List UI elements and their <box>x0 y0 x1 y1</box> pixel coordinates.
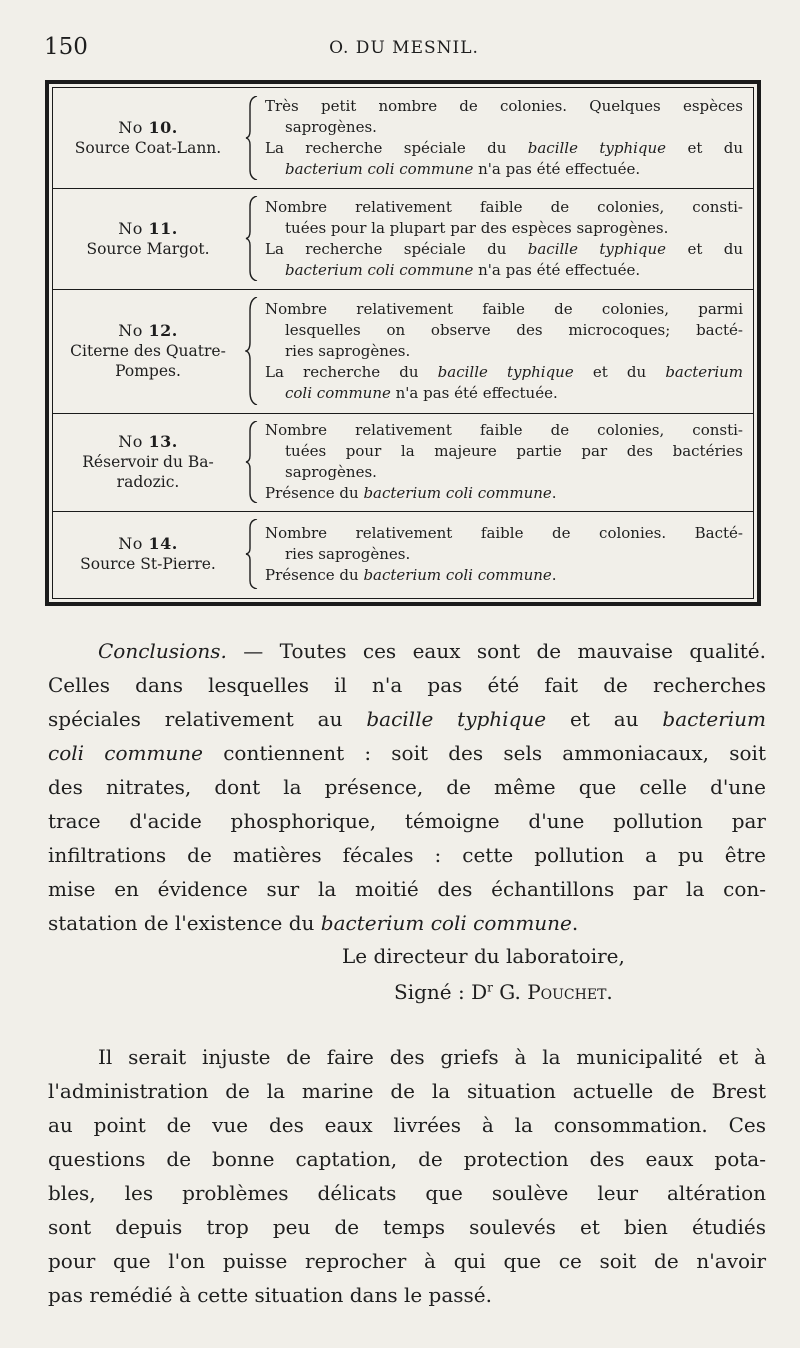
description-line <box>265 441 743 462</box>
text-run: sont depuis trop peu de temps soulevés et bien étudiés <box>48 1215 766 1239</box>
description-line <box>265 218 743 239</box>
text-run: mise en évidence sur la moitié des échantillons par la con- <box>48 877 766 901</box>
text-run: au point de vue des eaux livrées à la consommation. Ces <box>48 1113 766 1137</box>
table-row <box>53 413 753 512</box>
text-run: Celles dans lesquelles il n'a pas été fait de recherches <box>48 673 766 697</box>
text-run: tuées pour la majeure partie par des bactéries <box>285 442 743 460</box>
row-description <box>265 511 743 597</box>
text-run: questions de bonne captation, de protection des eaux pota- <box>48 1147 766 1171</box>
text-line <box>48 770 766 804</box>
text-run: trace d'acide phosphorique, témoigne d'une pollution par <box>48 809 766 833</box>
description-line <box>265 544 743 565</box>
italic-term: bacterium coli commune <box>363 565 552 584</box>
text-line <box>48 702 766 736</box>
row-number <box>118 118 178 138</box>
text-line <box>48 1278 766 1312</box>
description-line <box>265 117 743 138</box>
description-line <box>265 462 743 483</box>
description-line <box>265 565 743 586</box>
text-run: n'a pas été effectuée. <box>473 260 641 279</box>
row-number-value: 10. <box>148 118 178 137</box>
text-run: pas remédié à cette situation dans le passé. <box>48 1283 493 1307</box>
text-line <box>48 634 766 668</box>
row-number-value: 11. <box>148 218 178 238</box>
signature-title: Le directeur du laboratoire, <box>342 944 625 968</box>
conclusions-paragraph <box>48 634 766 940</box>
row-label <box>53 88 243 188</box>
text-run: statation de l'existence du <box>48 911 321 935</box>
table-row <box>53 88 753 189</box>
row-source-name: Source Coat-Lann. <box>74 139 222 157</box>
row-description <box>265 289 743 413</box>
brace-icon <box>245 96 259 180</box>
description-line <box>265 383 743 404</box>
text-line <box>48 838 766 872</box>
row-source-name: Réservoir du Ba- <box>82 453 214 471</box>
brace-icon <box>245 519 259 589</box>
paragraph <box>48 1040 766 1312</box>
text-run: lesquelles on observe des microcoques; bacté- <box>285 320 743 339</box>
text-line <box>48 906 766 940</box>
row-number-prefix: No <box>118 321 143 340</box>
text-run: ries saprogènes. <box>285 341 411 360</box>
row-label <box>53 413 243 511</box>
text-line <box>48 736 766 770</box>
text-run: La recherche du <box>265 362 438 381</box>
description-line <box>265 239 743 260</box>
row-number-prefix: No <box>118 218 143 238</box>
text-run: . <box>551 484 557 502</box>
row-source-name: Pompes. <box>115 362 181 380</box>
text-run: La recherche spéciale du <box>265 139 528 157</box>
italic-term: coli commune <box>48 741 204 765</box>
row-label <box>53 289 243 413</box>
row-label <box>53 511 243 597</box>
text-run: contiennent : soit des sels ammoniacaux, soit <box>203 741 766 765</box>
description-line <box>265 260 743 281</box>
text-run: n'a pas été effectuée. <box>390 383 558 402</box>
row-number-prefix: No <box>118 432 143 451</box>
row-source-name: Citerne des Quatre- <box>70 342 226 360</box>
table-row <box>53 188 753 290</box>
text-line <box>48 1074 766 1108</box>
table-row <box>53 511 753 597</box>
description-line <box>265 483 743 504</box>
description-line <box>265 96 743 117</box>
text-run: Nombre relativement faible de colonies, consti- <box>265 197 743 216</box>
analysis-table-inner <box>52 87 754 599</box>
text-run: Nombre relativement faible de colonies, consti- <box>265 421 743 439</box>
text-run: et du <box>666 139 743 157</box>
text-run: des nitrates, dont la présence, de même que celle d'une <box>48 775 766 799</box>
text-run: . <box>551 565 557 584</box>
italic-term: bacille typhique <box>437 362 574 381</box>
text-line <box>48 1210 766 1244</box>
row-number-prefix: No <box>118 534 143 553</box>
italic-term: bacterium <box>662 707 767 731</box>
italic-term: bacterium coli commune <box>320 911 572 935</box>
italic-term: bacterium coli commune <box>285 260 474 279</box>
signature-name <box>394 980 613 1004</box>
text-run: saprogènes. <box>285 118 377 136</box>
row-description <box>265 413 743 511</box>
row-number-value: 12. <box>148 321 178 340</box>
row-number-value: 14. <box>148 534 178 553</box>
paragraph <box>48 634 766 940</box>
text-run: Il serait injuste de faire des griefs à la municipalité et à <box>98 1045 766 1069</box>
text-run: Nombre relativement faible de colonies, parmi <box>265 299 743 318</box>
description-line <box>265 138 743 159</box>
text-run: tuées pour la plupart par des espèces saprogènes. <box>285 218 669 237</box>
text-run: et au <box>546 707 663 731</box>
row-number-value: 13. <box>148 432 178 451</box>
row-description <box>265 188 743 289</box>
text-run: et du <box>666 239 743 258</box>
running-title: O. DU MESNIL. <box>329 38 479 58</box>
row-number <box>118 219 178 239</box>
table-row <box>53 289 753 414</box>
italic-term: bacterium coli commune <box>285 160 474 178</box>
text-run: — Toutes ces eaux sont de mauvaise qualité. <box>226 639 766 663</box>
description-line <box>265 159 743 180</box>
text-run: spéciales relativement au <box>48 707 367 731</box>
text-run: Présence du <box>265 565 364 584</box>
row-number <box>118 534 178 554</box>
signature-surname: G. Pouchet. <box>492 980 613 1004</box>
row-number <box>118 321 178 341</box>
text-line <box>48 1244 766 1278</box>
text-run: et du <box>573 362 666 381</box>
text-line <box>48 1108 766 1142</box>
italic-term: bacille typhique <box>527 139 667 157</box>
text-run: Très petit nombre de colonies. Quelques espèces <box>265 97 743 115</box>
running-header <box>44 34 764 64</box>
brace-icon <box>245 196 259 281</box>
text-line <box>48 804 766 838</box>
text-run: n'a pas été effectuée. <box>473 160 641 178</box>
brace-icon <box>245 297 259 405</box>
italic-term: bacille typhique <box>527 239 667 258</box>
text-run: Nombre relativement faible de colonies. Bacté- <box>265 523 743 542</box>
row-number-prefix: No <box>118 118 143 137</box>
italic-term: coli commune <box>285 383 391 402</box>
italic-term: bacille typhique <box>366 707 547 731</box>
text-line <box>48 872 766 906</box>
closing-paragraph <box>48 1040 766 1312</box>
text-run: ries saprogènes. <box>285 544 411 563</box>
italic-term: bacterium coli commune <box>363 484 552 502</box>
text-run: . <box>571 911 579 935</box>
text-line <box>48 1176 766 1210</box>
signature-prefix: Signé : D <box>394 980 488 1004</box>
description-line <box>265 299 743 320</box>
row-source-name: radozic. <box>116 473 180 491</box>
italic-term: bacterium <box>665 362 744 381</box>
text-run: La recherche spéciale du <box>265 239 528 258</box>
text-run: bles, les problèmes délicats que soulève leur altération <box>48 1181 766 1205</box>
analysis-table <box>45 80 761 606</box>
description-line <box>265 197 743 218</box>
text-line <box>48 1142 766 1176</box>
row-description <box>265 88 743 188</box>
row-source-name: Source St-Pierre. <box>80 555 216 573</box>
description-line <box>265 320 743 341</box>
description-line <box>265 341 743 362</box>
text-line <box>48 1040 766 1074</box>
description-line <box>265 523 743 544</box>
row-label <box>53 188 243 289</box>
text-run: l'administration de la marine de la situation actuelle de Brest <box>48 1079 766 1103</box>
page-number: 150 <box>44 34 88 60</box>
signature-sup: r <box>487 980 493 995</box>
text-run: infiltrations de matières fécales : cette pollution a pu être <box>48 843 766 867</box>
text-run: pour que l'on puisse reprocher à qui que ce soit de n'avoir <box>48 1249 766 1273</box>
description-line <box>265 362 743 383</box>
text-run: saprogènes. <box>285 463 377 481</box>
description-line <box>265 420 743 441</box>
brace-icon <box>245 421 259 503</box>
row-source-name: Source Margot. <box>86 239 210 258</box>
row-number <box>118 432 178 452</box>
text-line <box>48 668 766 702</box>
text-run: Présence du <box>265 484 364 502</box>
italic-term: Conclusions. <box>98 639 227 663</box>
